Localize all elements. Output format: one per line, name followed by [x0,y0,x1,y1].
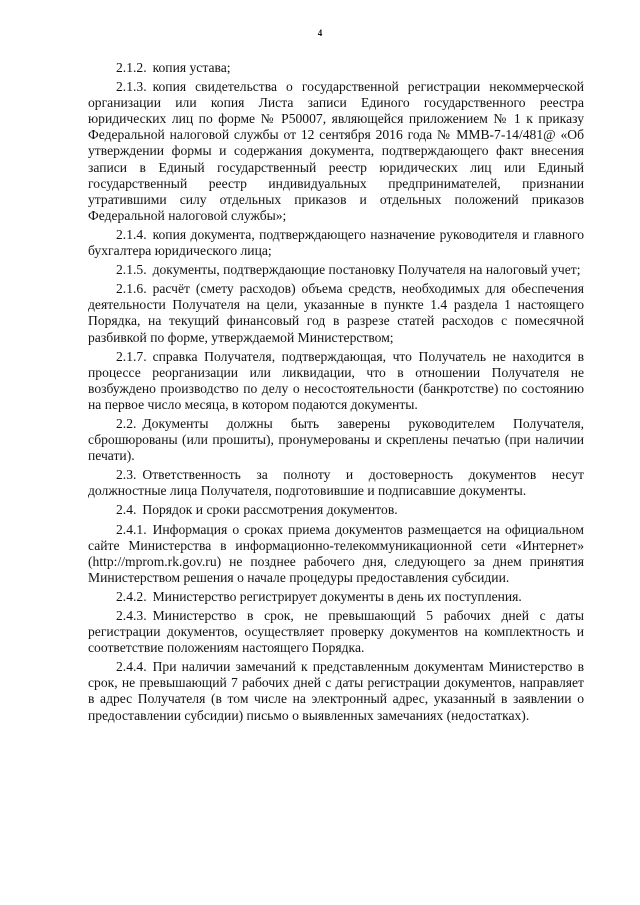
paragraph-number: 2.1.6. [116,281,147,297]
paragraph-text: справка Получателя, подтверждающая, что Получатель не находится в процессе реорганизации или ликвидации, что в отношении Получателя не возбуждено производство по делу о несостоятельности (банкротстве) по состоянию на первое число месяца, в котором подаются документы. [88,348,584,412]
paragraph-number: 2.1.3. [116,79,147,95]
paragraph-text: Министерство регистрирует документы в день их поступления. [152,588,522,604]
paragraph-number: 2.3. [116,467,137,483]
paragraph-number: 2.4.4. [116,659,147,675]
paragraph-text: копия устава; [152,60,231,75]
paragraph-2-2 [88,416,584,464]
document-body [88,60,584,727]
paragraph-2-4-4 [88,659,584,723]
paragraph-2-4-1 [88,522,584,586]
paragraph-text: документы, подтверждающие постановку Получателя на налоговый учет; [152,262,581,278]
paragraph-number: 2.1.4. [116,226,147,242]
paragraph-number: 2.1.5. [116,262,147,278]
paragraph-2-4 [88,502,584,518]
paragraph-number: 2.4. [116,502,137,518]
paragraph-text: расчёт (смету расходов) объема средств, необходимых для обеспечения деятельности Получателя на цели, указанные в пункте 1.4 раздела 1 настоящего Порядка, на текущий финансовый год в разрезе статей расходов с помесячной разбивкой по форме, утверждаемой Министерством; [88,281,584,345]
paragraph-2-1-7 [88,349,584,413]
paragraph-text: Ответственность за полноту и достоверность документов несут должностные лица Получателя, подготовившие и подписавшие документы. [88,467,584,499]
paragraph-number: 2.4.1. [116,521,147,537]
paragraph-number: 2.4.2. [116,588,147,604]
paragraph-text: копия документа, подтверждающего назначение руководителя и главного бухгалтера юридического лица; [88,226,584,259]
paragraph-2-1-3 [88,79,584,224]
paragraph-2-1-2 [88,60,584,76]
paragraph-number: 2.4.3. [116,608,147,623]
paragraph-text: Порядок и сроки рассмотрения документов. [142,502,398,518]
paragraph-2-4-2 [88,589,584,605]
paragraph-2-4-3 [88,608,584,656]
paragraph-number: 2.1.2. [116,60,147,75]
page-number: 4 [317,28,323,38]
paragraph-text: копия свидетельства о государственной регистрации некоммерческой организации или копия Листа записи Единого государственного реестра юридических лиц по форме № Р50007, являющейся приложением № 1 к приказу Федеральной налоговой службы от 12 сентября 2016 года № ММВ-7-14/481@ «Об утверждении формы и содержания документа, подтверждающего факт внесения записи в Единый государственный реестр юридических лиц или Единый государственный реестр индивидуальных предпринимателей, признании утратившими силу отдельных приказов и отдельных положений приказов Федеральной налоговой службы»; [88,79,584,223]
paragraph-2-1-4 [88,227,584,259]
paragraph-text: При наличии замечаний к представленным документам Министерство в срок, не превышающий 7 рабочих дней с даты регистрации документов, направляет в адрес Получателя (в том числе на электронный адрес, указанный в заявлении о предоставлении субсидии) письмо о выявленных замечаниях (недостатках). [88,659,584,723]
paragraph-number: 2.2. [116,415,137,431]
paragraph-text: Информация о сроках приема документов размещается на официальном сайте Министерства в информационно-телекоммуникационной сети «Интернет» (http://mprom.rk.gov.ru) не позднее рабочего дня, следующего за днем принятия Министерством решения о начале процедуры предоставления субсидии. [88,521,584,585]
paragraph-text: Министерство в срок, не превышающий 5 рабочих дней с даты регистрации документов, осуществляет проверку документов на комплектность и соответствие положениям настоящего Порядка. [88,608,584,656]
paragraph-number: 2.1.7. [116,348,147,364]
paragraph-2-3 [88,467,584,499]
paragraph-2-1-5 [88,262,584,278]
paragraph-2-1-6 [88,281,584,345]
paragraph-text: Документы должны быть заверены руководителем Получателя, сброшюрованы (или прошиты), пронумерованы и скреплены печатью (при наличии печати). [88,415,584,464]
